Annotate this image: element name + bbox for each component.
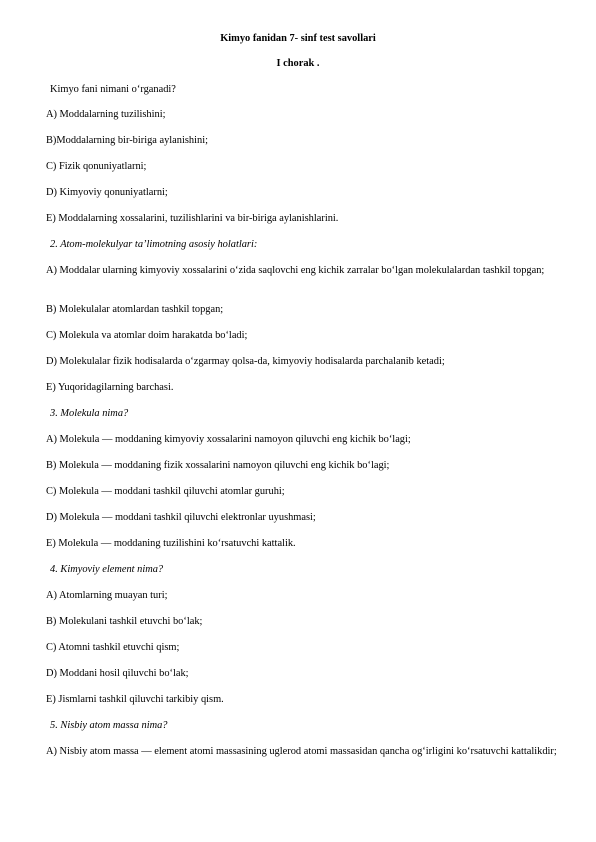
question-3-option-e: E) Molekula — moddaning tuzilishini ko‘rsatuvchi kattalik. — [46, 538, 296, 549]
question-3-option-a: A) Molekula — moddaning kimyoviy xossalarini namoyon qiluvchi eng kichik bo‘lagi; — [46, 434, 411, 445]
question-5-option-a: A) Nisbiy atom massa — element atomi massasining uglerod atomi massasidan qancha og‘irligini ko‘rsatuvchi kattalikdir; — [46, 746, 557, 757]
question-1-option-a: A) Moddalarning tuzilishini; — [46, 109, 166, 120]
question-2-option-e: E) Yuqoridagilarning barchasi. — [46, 382, 174, 393]
question-2-text: 2. Atom-molekulyar ta’limotning asosiy holatlari: — [50, 239, 258, 250]
question-1-option-d: D) Kimyoviy qonuniyatlarni; — [46, 187, 168, 198]
question-4-option-a: A) Atomlarning muayan turi; — [46, 590, 168, 601]
question-2-option-d: D) Molekulalar fizik hodisalarda o‘zgarmay qolsa-da, kimyoviy hodisalarda parchalanib ketadi; — [46, 356, 445, 367]
question-2-option-b: B) Molekulalar atomlardan tashkil topgan; — [46, 304, 224, 315]
question-5-text: 5. Nisbiy atom massa nima? — [50, 720, 168, 731]
question-3-text: 3. Molekula nima? — [50, 408, 129, 419]
question-1-option-e: E) Moddalarning xossalarini, tuzilishlarini va bir-biriga aylanishlarini. — [46, 213, 339, 224]
quarter-heading: I chorak . — [276, 58, 320, 69]
question-3-option-d: D) Molekula — moddani tashkil qiluvchi elektronlar uyushmasi; — [46, 512, 316, 523]
question-1-option-c: C) Fizik qonuniyatlarni; — [46, 161, 147, 172]
question-3-option-c: C) Molekula — moddani tashkil qiluvchi atomlar guruhi; — [46, 486, 285, 497]
document-title: Kimyo fanidan 7- sinf test savollari — [220, 33, 376, 44]
question-4-option-b: B) Molekulani tashkil etuvchi bo‘lak; — [46, 616, 203, 627]
question-2-option-a: A) Moddalar ularning kimyoviy xossalarini o‘zida saqlovchi eng kichik zarralar bo‘lgan molekulalardan tashkil topgan; — [46, 265, 545, 276]
question-4-option-c: C) Atomni tashkil etuvchi qism; — [46, 642, 180, 653]
question-4-text: 4. Kimyoviy element nima? — [50, 564, 164, 575]
question-3-option-b: B) Molekula — moddaning fizik xossalarini namoyon qiluvchi eng kichik bo‘lagi; — [46, 460, 390, 471]
question-4-option-e: E) Jismlarni tashkil qiluvchi tarkibiy qism. — [46, 694, 224, 705]
question-4-option-d: D) Moddani hosil qiluvchi bo‘lak; — [46, 668, 189, 679]
question-1-text: Kimyo fani nimani o‘rganadi? — [50, 84, 176, 95]
question-2-option-c: C) Molekula va atomlar doim harakatda bo‘ladi; — [46, 330, 248, 341]
question-1-option-b: B)Moddalarning bir-biriga aylanishini; — [46, 135, 208, 146]
